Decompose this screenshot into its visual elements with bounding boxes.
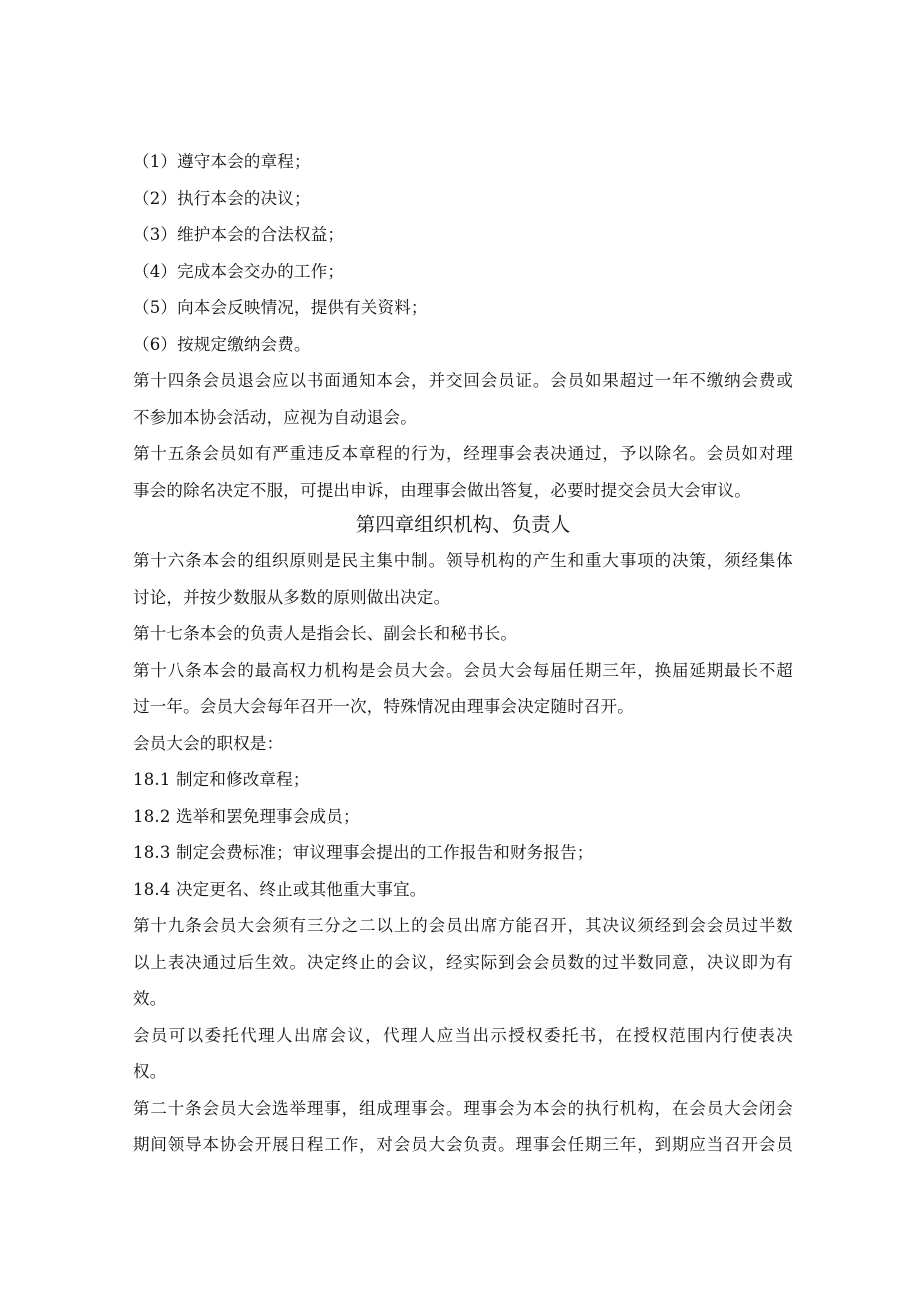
text-line: 18.4 决定更名、终止或其他重大事宜。 [133, 879, 427, 899]
text-line: 第十七条本会的负责人是指会长、副会长和秘书长。 [133, 624, 518, 643]
text-line: 第二十条会员大会选举理事，组成理事会。理事会为本会的执行机构，在会员大会闭会 [133, 1098, 793, 1118]
text-line: （5）向本会反映情况，提供有关资料； [133, 298, 428, 317]
text-line: 18.1 制定和修改章程； [133, 770, 310, 789]
text-line: 第十四条会员退会应以书面通知本会，并交回会员证。会员如果超过一年不缴纳会费或 [133, 371, 793, 390]
text-line: 第十六条本会的组织原则是民主集中制。领导机构的产生和重大事项的决策，须经集体 [133, 551, 793, 570]
text-line: 不参加本协会活动，应视为自动退会。 [133, 407, 417, 427]
text-line: 讨论，并按少数服从多数的原则做出决定。 [133, 587, 451, 607]
text-line: 权。 [133, 1062, 167, 1081]
text-line: 第十九条会员大会须有三分之二以上的会员出席方能召开，其决议须经到会会员过半数 [133, 916, 793, 935]
chapter-heading: 第四章组织机构、负责人 [355, 513, 571, 536]
text-line: （1）遵守本会的章程； [133, 152, 311, 171]
text-line: （4）完成本会交办的工作； [133, 261, 345, 281]
document-page [133, 150, 793, 1170]
text-line: 会员大会的职权是： [133, 733, 284, 753]
text-line: （2）执行本会的决议； [133, 188, 311, 208]
text-line: （3）维护本会的合法权益； [133, 225, 345, 244]
text-line: 18.3 制定会费标准；审议理事会提出的工作报告和财务报告； [133, 843, 594, 862]
text-line: 18.2 选举和罢免理事会成员； [133, 806, 360, 826]
text-line: 效。 [133, 989, 167, 1008]
text-line: 期间领导本协会开展日程工作，对会员大会负责。理事会任期三年，到期应当召开会员 [133, 1135, 793, 1154]
text-line: 以上表决通过后生效。决定终止的会议，经实际到会会员数的过半数同意，决议即为有 [133, 952, 793, 972]
text-line: 事会的除名决定不服，可提出申诉，由理事会做出答复，必要时提交会员大会审议。 [133, 480, 751, 500]
text-line: 过一年。会员大会每年召开一次，特殊情况由理事会决定随时召开。 [133, 697, 634, 716]
text-line: 会员可以委托代理人出席会议，代理人应当出示授权委托书，在授权范围内行使表决 [133, 1025, 793, 1045]
text-line: （6）按规定缴纳会费。 [133, 334, 311, 354]
text-line: 第十八条本会的最高权力机构是会员大会。会员大会每届任期三年，换届延期最长不超 [133, 660, 793, 680]
text-line: 第十五条会员如有严重违反本章程的行为，经理事会表决通过，予以除名。会员如对理 [133, 444, 793, 463]
